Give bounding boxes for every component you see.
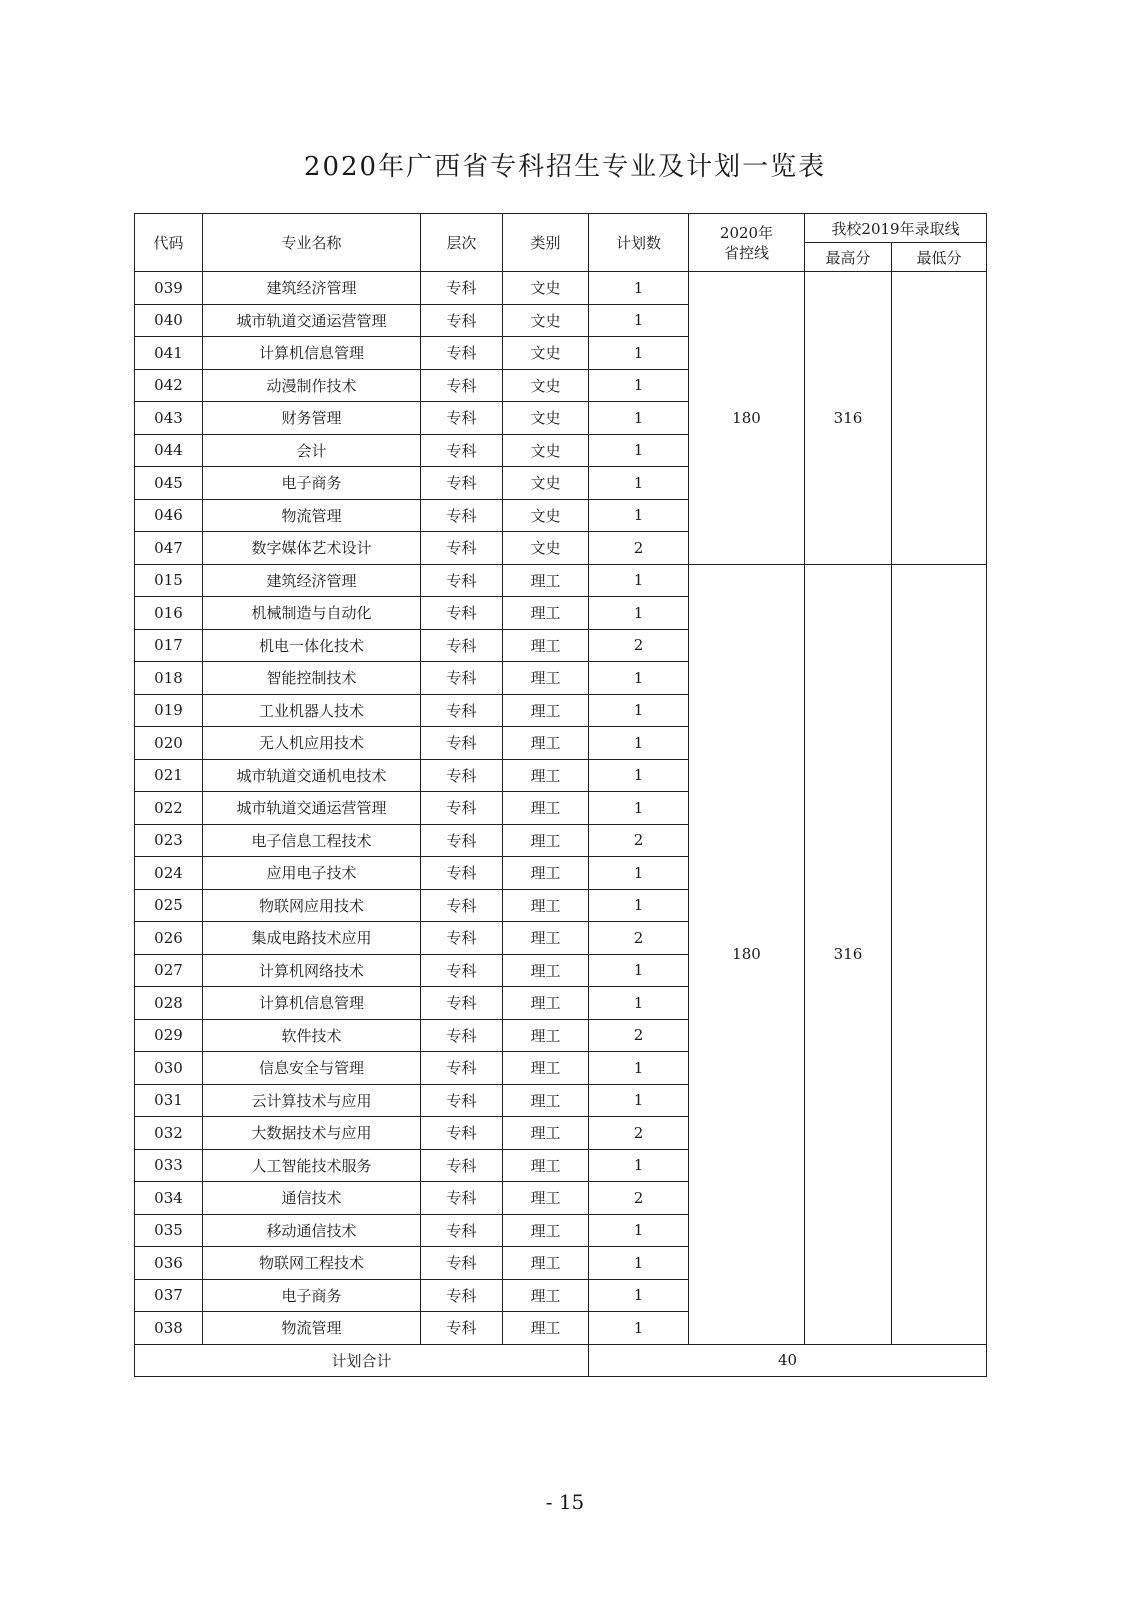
cell-name: 计算机信息管理 (203, 987, 421, 1020)
cell-level: 专科 (421, 532, 503, 565)
cell-code: 047 (135, 532, 203, 565)
cell-category: 理工 (503, 727, 589, 760)
cell-plan: 2 (589, 1117, 689, 1150)
cell-plan: 1 (589, 954, 689, 987)
cell-level: 专科 (421, 824, 503, 857)
cell-code: 041 (135, 337, 203, 370)
cell-category: 理工 (503, 857, 589, 890)
cell-plan: 1 (589, 1247, 689, 1280)
cell-name: 通信技术 (203, 1182, 421, 1215)
cell-name: 信息安全与管理 (203, 1052, 421, 1085)
cell-min-score (892, 272, 987, 565)
total-label: 计划合计 (135, 1344, 589, 1376)
cell-plan: 1 (589, 792, 689, 825)
cell-code: 044 (135, 434, 203, 467)
cell-code: 027 (135, 954, 203, 987)
enrollment-plan-table (134, 213, 987, 1377)
cell-name: 城市轨道交通运营管理 (203, 792, 421, 825)
table-row (135, 564, 987, 597)
cell-category: 理工 (503, 1247, 589, 1280)
cell-code: 022 (135, 792, 203, 825)
cell-name: 物流管理 (203, 1312, 421, 1345)
cell-category: 理工 (503, 629, 589, 662)
cell-plan: 1 (589, 759, 689, 792)
cell-plan: 2 (589, 1019, 689, 1052)
cell-plan: 1 (589, 1214, 689, 1247)
cell-category: 理工 (503, 1117, 589, 1150)
cell-name: 物联网应用技术 (203, 889, 421, 922)
cell-level: 专科 (421, 402, 503, 435)
cell-control-line: 180 (689, 564, 805, 1344)
cell-level: 专科 (421, 857, 503, 890)
cell-code: 038 (135, 1312, 203, 1345)
cell-category: 理工 (503, 922, 589, 955)
cell-code: 029 (135, 1019, 203, 1052)
cell-level: 专科 (421, 987, 503, 1020)
cell-code: 019 (135, 694, 203, 727)
cell-plan: 2 (589, 629, 689, 662)
cell-min-score (892, 564, 987, 1344)
cell-name: 人工智能技术服务 (203, 1149, 421, 1182)
cell-category: 文史 (503, 499, 589, 532)
cell-category: 文史 (503, 467, 589, 500)
cell-level: 专科 (421, 1182, 503, 1215)
table-body (135, 272, 987, 1345)
cell-code: 036 (135, 1247, 203, 1280)
cell-level: 专科 (421, 1019, 503, 1052)
header-control-line-year: 2020年 (719, 223, 774, 242)
cell-code: 032 (135, 1117, 203, 1150)
cell-code: 040 (135, 304, 203, 337)
cell-category: 理工 (503, 694, 589, 727)
cell-level: 专科 (421, 467, 503, 500)
cell-name: 计算机信息管理 (203, 337, 421, 370)
cell-level: 专科 (421, 304, 503, 337)
cell-name: 财务管理 (203, 402, 421, 435)
cell-name: 软件技术 (203, 1019, 421, 1052)
cell-name: 机械制造与自动化 (203, 597, 421, 630)
cell-plan: 1 (589, 402, 689, 435)
cell-plan: 1 (589, 1312, 689, 1345)
cell-plan: 1 (589, 272, 689, 305)
cell-code: 028 (135, 987, 203, 1020)
cell-category: 理工 (503, 792, 589, 825)
cell-name: 建筑经济管理 (203, 564, 421, 597)
cell-level: 专科 (421, 922, 503, 955)
cell-category: 理工 (503, 1182, 589, 1215)
cell-name: 动漫制作技术 (203, 369, 421, 402)
cell-code: 042 (135, 369, 203, 402)
header-category: 类别 (503, 214, 589, 272)
cell-name: 电子商务 (203, 1279, 421, 1312)
cell-control-line: 180 (689, 272, 805, 565)
header-code: 代码 (135, 214, 203, 272)
cell-code: 037 (135, 1279, 203, 1312)
cell-name: 工业机器人技术 (203, 694, 421, 727)
header-school-line: 我校2019年录取线 (805, 214, 987, 243)
cell-plan: 1 (589, 597, 689, 630)
cell-level: 专科 (421, 272, 503, 305)
header-name: 专业名称 (203, 214, 421, 272)
cell-name: 电子商务 (203, 467, 421, 500)
cell-code: 023 (135, 824, 203, 857)
cell-name: 应用电子技术 (203, 857, 421, 890)
cell-code: 034 (135, 1182, 203, 1215)
cell-category: 理工 (503, 889, 589, 922)
cell-plan: 1 (589, 662, 689, 695)
cell-code: 021 (135, 759, 203, 792)
cell-plan: 1 (589, 1279, 689, 1312)
cell-category: 理工 (503, 1279, 589, 1312)
cell-name: 大数据技术与应用 (203, 1117, 421, 1150)
cell-name: 城市轨道交通机电技术 (203, 759, 421, 792)
header-min-score: 最低分 (892, 243, 987, 272)
cell-plan: 1 (589, 434, 689, 467)
cell-level: 专科 (421, 369, 503, 402)
cell-level: 专科 (421, 564, 503, 597)
cell-code: 024 (135, 857, 203, 890)
cell-category: 理工 (503, 954, 589, 987)
cell-name: 移动通信技术 (203, 1214, 421, 1247)
cell-category: 理工 (503, 564, 589, 597)
cell-level: 专科 (421, 1117, 503, 1150)
cell-category: 文史 (503, 402, 589, 435)
cell-code: 016 (135, 597, 203, 630)
cell-category: 理工 (503, 1084, 589, 1117)
cell-category: 理工 (503, 987, 589, 1020)
cell-category: 理工 (503, 1149, 589, 1182)
cell-plan: 1 (589, 304, 689, 337)
cell-level: 专科 (421, 694, 503, 727)
cell-level: 专科 (421, 792, 503, 825)
cell-code: 035 (135, 1214, 203, 1247)
cell-category: 理工 (503, 1019, 589, 1052)
cell-plan: 1 (589, 1084, 689, 1117)
cell-plan: 1 (589, 727, 689, 760)
cell-plan: 1 (589, 857, 689, 890)
cell-level: 专科 (421, 597, 503, 630)
cell-code: 018 (135, 662, 203, 695)
header-level: 层次 (421, 214, 503, 272)
cell-name: 云计算技术与应用 (203, 1084, 421, 1117)
cell-plan: 1 (589, 694, 689, 727)
cell-name: 电子信息工程技术 (203, 824, 421, 857)
cell-level: 专科 (421, 954, 503, 987)
cell-level: 专科 (421, 1312, 503, 1345)
cell-name: 智能控制技术 (203, 662, 421, 695)
cell-name: 集成电路技术应用 (203, 922, 421, 955)
cell-level: 专科 (421, 1052, 503, 1085)
cell-category: 理工 (503, 1312, 589, 1345)
cell-code: 033 (135, 1149, 203, 1182)
cell-category: 文史 (503, 532, 589, 565)
cell-code: 026 (135, 922, 203, 955)
header-max-score: 最高分 (805, 243, 892, 272)
cell-level: 专科 (421, 434, 503, 467)
cell-level: 专科 (421, 759, 503, 792)
cell-plan: 1 (589, 499, 689, 532)
cell-code: 043 (135, 402, 203, 435)
cell-max-score: 316 (805, 272, 892, 565)
cell-plan: 1 (589, 337, 689, 370)
cell-name: 计算机网络技术 (203, 954, 421, 987)
header-control-line (689, 214, 805, 272)
cell-level: 专科 (421, 1214, 503, 1247)
cell-level: 专科 (421, 629, 503, 662)
cell-level: 专科 (421, 337, 503, 370)
cell-plan: 2 (589, 922, 689, 955)
cell-plan: 1 (589, 987, 689, 1020)
cell-category: 理工 (503, 759, 589, 792)
cell-level: 专科 (421, 1149, 503, 1182)
cell-category: 文史 (503, 272, 589, 305)
cell-plan: 1 (589, 1149, 689, 1182)
cell-level: 专科 (421, 662, 503, 695)
cell-level: 专科 (421, 1247, 503, 1280)
cell-code: 025 (135, 889, 203, 922)
cell-code: 045 (135, 467, 203, 500)
header-control-line-label: 省控线 (723, 243, 769, 262)
header-plan: 计划数 (589, 214, 689, 272)
cell-category: 文史 (503, 434, 589, 467)
cell-code: 030 (135, 1052, 203, 1085)
cell-code: 015 (135, 564, 203, 597)
cell-name: 物流管理 (203, 499, 421, 532)
page-number: - 15 (545, 1490, 585, 1514)
cell-level: 专科 (421, 889, 503, 922)
cell-plan: 1 (589, 1052, 689, 1085)
cell-name: 数字媒体艺术设计 (203, 532, 421, 565)
cell-plan: 2 (589, 824, 689, 857)
cell-plan: 2 (589, 532, 689, 565)
cell-category: 理工 (503, 1214, 589, 1247)
cell-name: 机电一体化技术 (203, 629, 421, 662)
cell-plan: 1 (589, 369, 689, 402)
cell-code: 031 (135, 1084, 203, 1117)
cell-plan: 2 (589, 1182, 689, 1215)
page-title: 2020年广西省专科招生专业及计划一览表 (303, 152, 827, 182)
cell-category: 理工 (503, 597, 589, 630)
cell-name: 物联网工程技术 (203, 1247, 421, 1280)
cell-name: 会计 (203, 434, 421, 467)
cell-code: 017 (135, 629, 203, 662)
cell-category: 文史 (503, 304, 589, 337)
cell-category: 理工 (503, 1052, 589, 1085)
cell-name: 建筑经济管理 (203, 272, 421, 305)
cell-category: 文史 (503, 337, 589, 370)
cell-level: 专科 (421, 727, 503, 760)
total-value: 40 (589, 1344, 987, 1376)
cell-category: 理工 (503, 662, 589, 695)
cell-plan: 1 (589, 889, 689, 922)
cell-code: 039 (135, 272, 203, 305)
cell-name: 城市轨道交通运营管理 (203, 304, 421, 337)
cell-plan: 1 (589, 467, 689, 500)
cell-level: 专科 (421, 1084, 503, 1117)
cell-code: 046 (135, 499, 203, 532)
cell-code: 020 (135, 727, 203, 760)
cell-level: 专科 (421, 499, 503, 532)
cell-category: 文史 (503, 369, 589, 402)
cell-plan: 1 (589, 564, 689, 597)
table-row (135, 272, 987, 305)
cell-max-score: 316 (805, 564, 892, 1344)
cell-name: 无人机应用技术 (203, 727, 421, 760)
cell-level: 专科 (421, 1279, 503, 1312)
cell-category: 理工 (503, 824, 589, 857)
